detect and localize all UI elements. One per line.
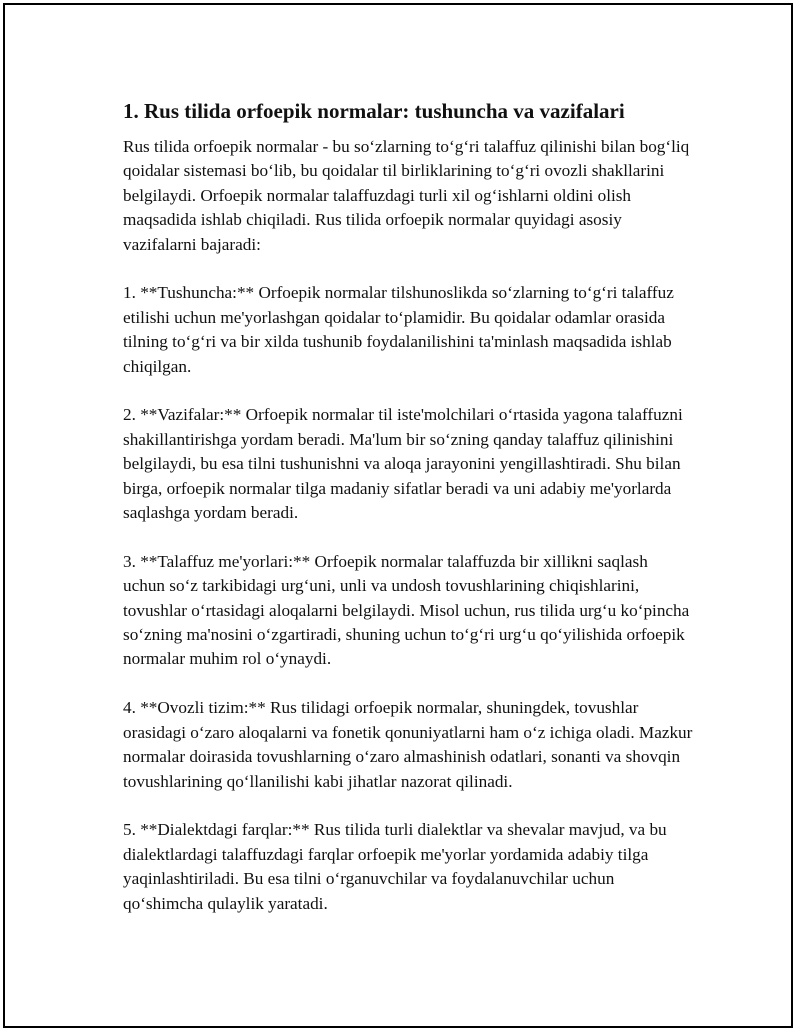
document-body [123, 97, 693, 916]
page-frame [3, 3, 793, 1028]
intro-paragraph: Rus tilida orfoepik normalar - bu so‘zlarning to‘g‘ri talaffuz qilinishi bilan bog‘liq qoidalar sistemasi bo‘lib, bu qoidalar til birliklarining to‘g‘ri ovozli shakllarini belgilaydi. Orfoepik normalar talaffuzdagi turli xil og‘ishlarni oldini olish maqsadida ishlab chiqiladi. Rus tilida orfoepik normalar quyidagi asosiy vazifalarni bajaradi: [123, 137, 690, 254]
paragraph-ovozli-tizim: 4. **Ovozli tizim:** Rus tilidagi orfoepik normalar, shuningdek, tovushlar orasidagi o‘zaro aloqalarni va fonetik qonuniyatlarni ham o‘z ichiga oladi. Mazkur normalar doirasida tovushlarning o‘zaro almashinish odatlari, sonanti va shovqin tovushlarining qo‘llanilishi kabi jihatlar nazorat qilinadi. [123, 698, 693, 791]
paragraph-talaffuz-meyorlari: 3. **Talaffuz me'yorlari:** Orfoepik normalar talaffuzda bir xillikni saqlash uchun so‘z tarkibidagi urg‘uni, unli va undosh tovushlarining chiqishlarini, tovushlar o‘rtasidagi aloqalarni belgilaydi. Misol uchun, rus tilida urg‘u ko‘pincha so‘zning ma'nosini o‘zgartiradi, shuning uchun to‘g‘ri urg‘u qo‘yilishida orfoepik normalar muhim rol o‘ynaydi. [123, 551, 690, 669]
document-title: 1. Rus tilida orfoepik normalar: tushuncha va vazifalari [123, 99, 625, 123]
paragraph-tushuncha: 1. **Tushuncha:** Orfoepik normalar tilshunoslikda so‘zlarning to‘g‘ri talaffuz etilishi uchun me'yorlashgan qoidalar to‘plamidir. Bu qoidalar odamlar orasida tilning to‘g‘ri va bir xilda tushunib foydalanilishini ta'minlash maqsadida ishlab chiqilgan. [123, 283, 674, 376]
paragraph-dialektdagi-farqlar: 5. **Dialektdagi farqlar:** Rus tilida turli dialektlar va shevalar mavjud, va bu dialektlardagi talaffuzdagi farqlar orfoepik me'yorlar yordamida adabiy tilga yaqinlashtiriladi. Bu esa tilni o‘rganuvchilar va foydalanuvchilar uchun qo‘shimcha qulaylik yaratadi. [123, 820, 667, 913]
paragraph-vazifalar: 2. **Vazifalar:** Orfoepik normalar til iste'molchilari o‘rtasida yagona talaffuzni shakillantirishga yordam beradi. Ma'lum bir so‘zning qanday talaffuz qilinishini belgilaydi, bu esa tilni tushunishni va aloqa jarayonini yengillashtiradi. Shu bilan birga, orfoepik normalar tilga madaniy sifatlar beradi va uni adabiy me'yorlarda saqlashga yordam beradi. [123, 405, 683, 523]
